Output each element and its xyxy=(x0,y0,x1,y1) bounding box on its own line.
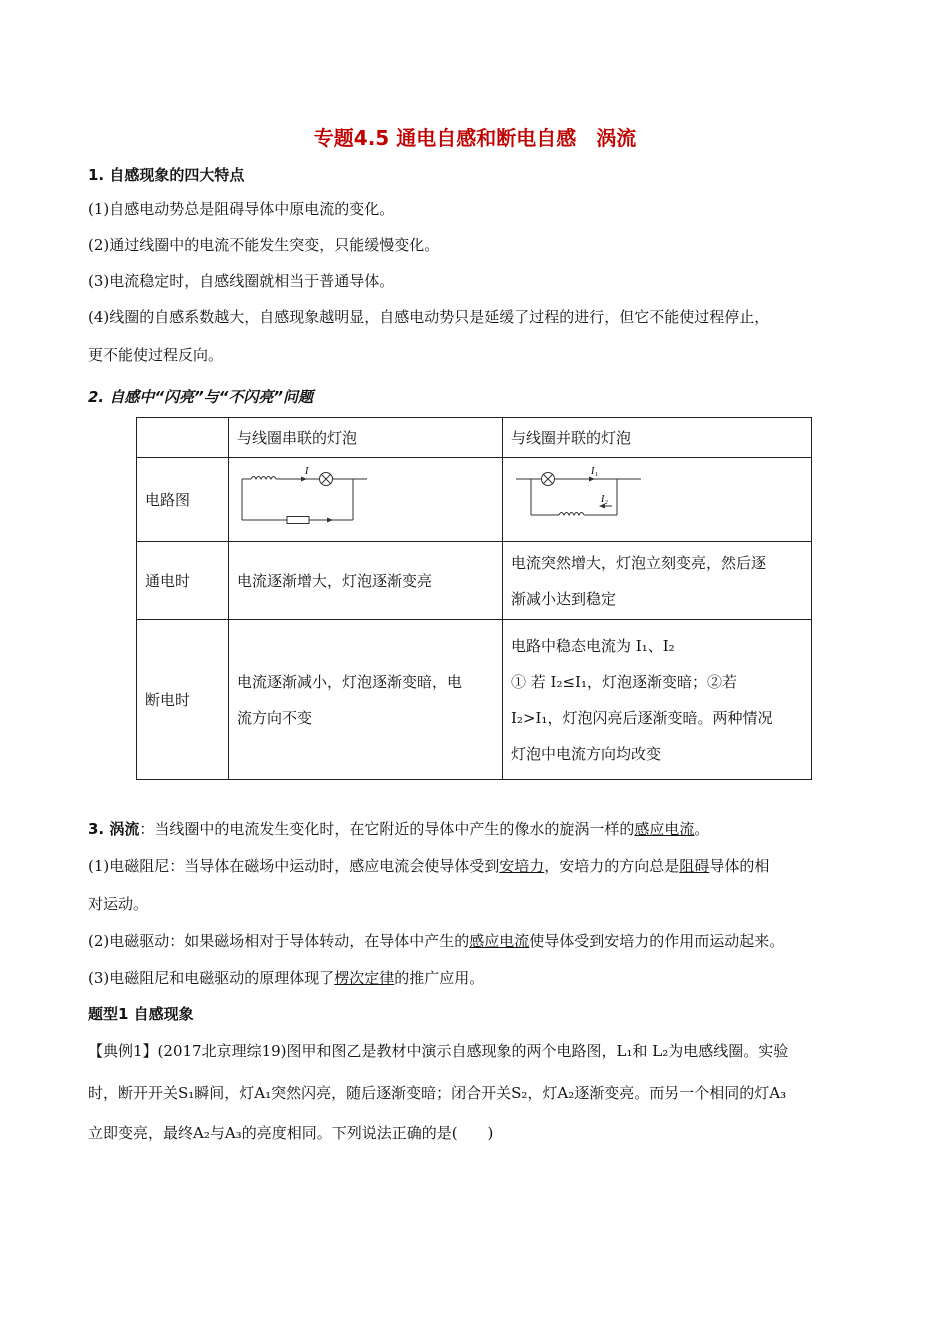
current-label-i2: I₂ xyxy=(601,493,608,505)
section3-line2-underlined-1: 安培力 xyxy=(499,857,545,875)
section3-heading: 3. 涡流 xyxy=(88,820,140,838)
series-power-off-line2: 流方向不变 xyxy=(237,708,313,727)
section3-line1-underlined: 感应电流 xyxy=(634,820,695,838)
inductor-symbol xyxy=(559,512,584,515)
parallel-power-off-line3: I₂>I₁，灯泡闪亮后逐渐变暗。两种情况 xyxy=(511,708,773,727)
comparison-table xyxy=(136,417,812,780)
series-power-on-text: 电流逐渐增大，灯泡逐渐变亮 xyxy=(229,542,503,620)
parallel-power-on-line1: 电流突然增大，灯泡立刻变亮，然后逐 xyxy=(511,553,767,572)
section3-line5-end: 的推广应用。 xyxy=(394,969,485,987)
section1-item-4-cont: 更不能使过程反向。 xyxy=(88,346,224,364)
parallel-power-off-line4: 灯泡中电流方向均改变 xyxy=(511,744,662,763)
row-label-power-on: 通电时 xyxy=(137,542,229,620)
section3-line5 xyxy=(88,967,484,988)
table-header-parallel: 与线圈并联的灯泡 xyxy=(503,418,812,458)
section3-line5-text: (3)电磁阻尼和电磁驱动的原理体现了 xyxy=(88,969,335,987)
section1-item-1: (1)自感电动势总是阻碍导体中原电流的变化。 xyxy=(88,200,395,218)
section3-line2 xyxy=(88,855,769,876)
table-corner xyxy=(137,418,229,458)
series-power-off-line1: 电流逐渐减小，灯泡逐渐变暗，电 xyxy=(237,672,463,691)
section3-line2-end: 导体的相 xyxy=(709,857,770,875)
section3-line1-end: 。 xyxy=(694,820,710,838)
resistor-symbol xyxy=(287,516,309,523)
series-power-off-cell xyxy=(229,620,503,780)
parallel-power-off-cell xyxy=(503,620,812,780)
parallel-power-off-line2: ① 若 I₂≤I₁，灯泡逐渐变暗；②若 xyxy=(511,672,737,691)
parallel-power-on-line2: 渐减小达到稳定 xyxy=(511,589,617,608)
section3-line4 xyxy=(88,930,784,951)
example-line3: 立即变亮，最终A₂与A₃的亮度相同。下列说法正确的是( ) xyxy=(88,1124,494,1142)
series-circuit-diagram xyxy=(237,465,377,531)
table-header-series: 与线圈串联的灯泡 xyxy=(229,418,503,458)
circuit-series-cell xyxy=(229,458,503,542)
current-label-i: I xyxy=(305,465,309,477)
question-type-heading: 题型1 自感现象 xyxy=(88,1005,194,1023)
parallel-power-on-cell xyxy=(503,542,812,620)
parallel-circuit-diagram xyxy=(511,465,651,531)
example-line1: 【典例1】(2017北京理综19)图甲和图乙是教材中演示自感现象的两个电路图，L₁和 L₂为电感线圈。实验 xyxy=(88,1042,789,1060)
row-label-circuit: 电路图 xyxy=(137,458,229,542)
section1-heading: 1. 自感现象的四大特点 xyxy=(88,166,245,184)
row-label-power-off: 断电时 xyxy=(137,620,229,780)
circuit-parallel-cell xyxy=(503,458,812,542)
example-line2: 时，断开开关S₁瞬间，灯A₁突然闪亮，随后逐渐变暗；闭合开关S₂，灯A₂逐渐变亮。而另一个相同的灯A₃ xyxy=(88,1084,787,1102)
section3-line5-underlined: 楞次定律 xyxy=(334,969,395,987)
section1-item-2: (2)通过线圈中的电流不能发生突变，只能缓慢变化。 xyxy=(88,236,440,254)
section3-line2-underlined-2: 阻碍 xyxy=(679,857,710,875)
inductor-symbol xyxy=(251,476,276,479)
section1-item-3: (3)电流稳定时，自感线圈就相当于普通导体。 xyxy=(88,272,395,290)
section2-heading: 2. 自感中“闪亮”与“不闪亮”问题 xyxy=(88,388,314,406)
section3-line4-end: 使导体受到安培力的作用而运动起来。 xyxy=(529,932,785,950)
page-title: 专题4.5 通电自感和断电自感 涡流 xyxy=(313,126,637,150)
section1-item-4: (4)线圈的自感系数越大，自感现象越明显，自感电动势只是延缓了过程的进行，但它不能使过程停止， xyxy=(88,308,770,326)
section3-line1-text: ：当线圈中的电流发生变化时，在它附近的导体中产生的像水的旋涡一样的 xyxy=(139,820,635,838)
section3-line3: 对运动。 xyxy=(88,895,149,913)
parallel-power-off-line1: 电路中稳态电流为 I₁、I₂ xyxy=(511,636,675,655)
current-label-i1: I₁ xyxy=(591,465,598,477)
section3-line2-text: (1)电磁阻尼：当导体在磁场中运动时，感应电流会使导体受到 xyxy=(88,857,500,875)
section3-line2-mid: ，安培力的方向总是 xyxy=(544,857,680,875)
section3-line4-text: (2)电磁驱动：如果磁场相对于导体转动，在导体中产生的 xyxy=(88,932,470,950)
section3-line4-underlined: 感应电流 xyxy=(469,932,530,950)
section3-line1 xyxy=(88,818,709,839)
